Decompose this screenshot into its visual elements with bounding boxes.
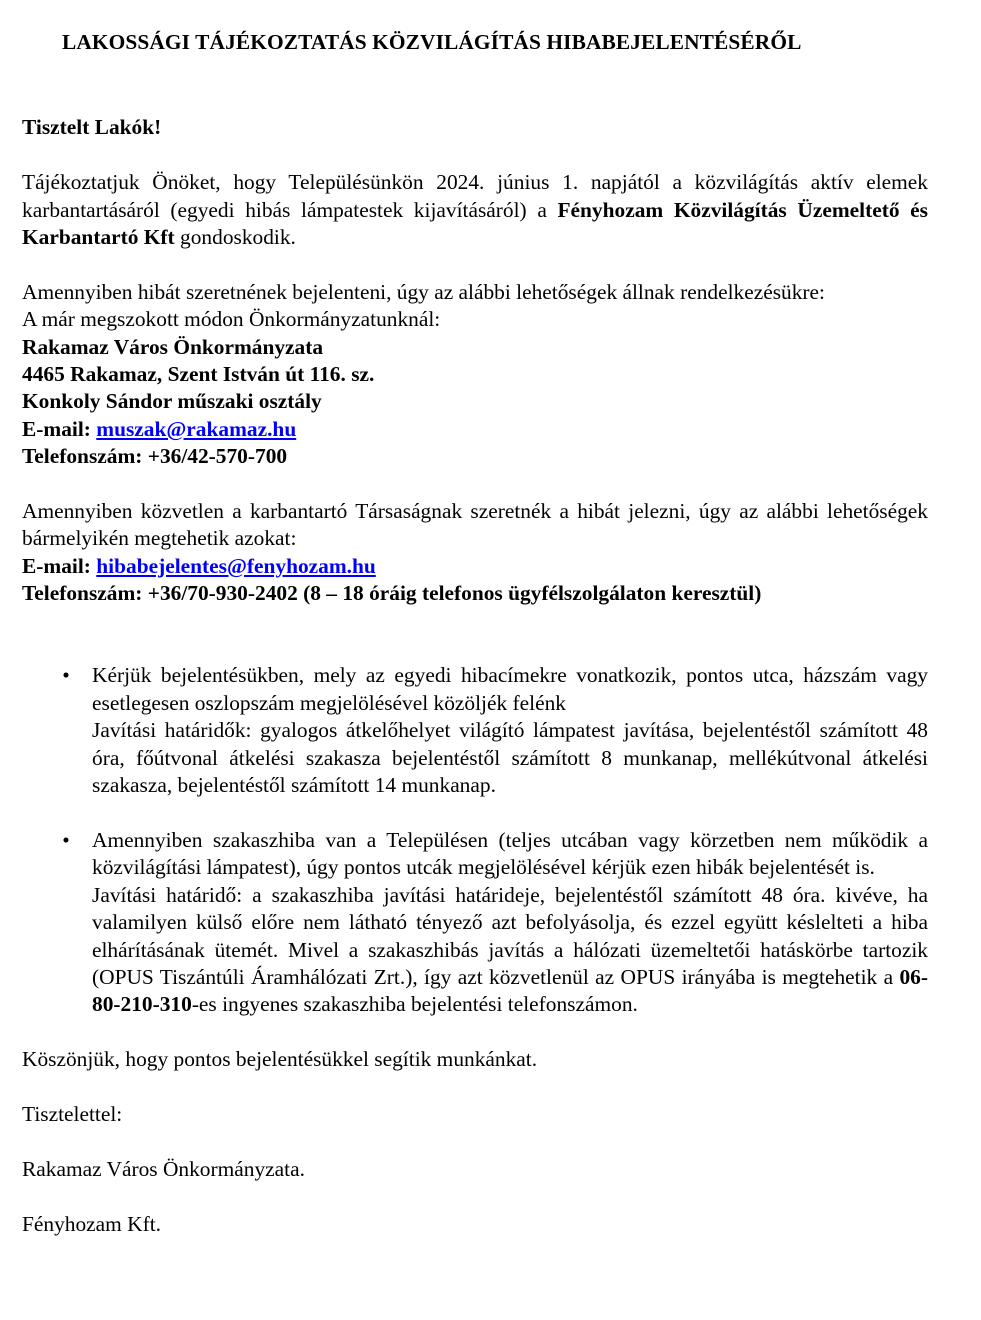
company-contact-intro: Amennyiben közvetlen a karbantartó Társaságnak szeretnék a hibát jelezni, úgy az alábbi lehetőségek bármelyikén megtehetik azokat: [22, 499, 928, 551]
document-page [22, 0, 928, 1238]
municipality-name: Rakamaz Város Önkormányzata [22, 334, 324, 359]
spacer [22, 1183, 928, 1210]
greeting: Tisztelt Lakók! [22, 115, 162, 140]
company-email-link[interactable]: hibabejelentes@fenyhozam.hu [96, 553, 376, 578]
intro-paragraph [22, 169, 928, 251]
spacer [22, 1074, 928, 1101]
deadline-suffix: -es ingyenes szakaszhiba bejelentési telefonszámon. [191, 992, 638, 1017]
spacer [22, 471, 928, 498]
municipality-phone: Telefonszám: +36/42-570-700 [22, 444, 288, 469]
instruction-list [22, 662, 928, 1018]
municipality-intro-line-2: A már megszokott módon Önkormányzatunknál: [22, 307, 441, 332]
company-phone: Telefonszám: +36/70-930-2402 (8 – 18 óráig telefonos ügyfélszolgálaton keresztül) [22, 581, 762, 606]
signer-municipality: Rakamaz Város Önkormányzata. [22, 1156, 305, 1181]
signer-company: Fényhozam Kft. [22, 1211, 162, 1236]
list-item-deadline [92, 882, 928, 1019]
municipality-intro-line: Amennyiben hibát szeretnének bejelenteni, úgy az alábbi lehetőségek állnak rendelkezésükre: [22, 279, 825, 304]
list-item-text: Kérjük bejelentésükben, mely az egyedi hibacímekre vonatkozik, pontos utca, házszám vagy esetlegesen oszlopszám megjelölésével közöljék felénk [92, 663, 928, 715]
intro-text: Tájékoztatjuk Önöket, hogy Településünkön 2024. június 1. napjától a közvilágítás aktív elemek karbantartásáról (egyedi hibás lámpatestek kijavításáról) a [22, 170, 928, 222]
municipality-department: Konkoly Sándor műszaki osztály [22, 389, 322, 414]
municipality-email-link[interactable]: muszak@rakamaz.hu [96, 416, 297, 441]
municipality-address: 4465 Rakamaz, Szent István út 116. sz. [22, 362, 375, 387]
spacer [22, 635, 928, 662]
email-label: E-mail: [22, 416, 97, 441]
bullet-icon: • [62, 827, 70, 852]
deadline-text: Javítási határidő: a szakaszhiba javítási határideje, bejelentéstől számított 48 óra. kivéve, ha valamilyen külső előre nem látható tényező azt befolyásolja, és ezzel együtt késlelteti a hiba elhárításának ütemét. Mivel a szakaszhibás javítás a hálózati üzemeltetői hatáskörbe tartozik (OPUS Tiszántúli Áramhálózati Zrt.), így azt közvetlenül az OPUS irányába is megtehetik a [92, 882, 928, 989]
closing-regards: Tisztelettel: [22, 1101, 123, 1126]
company-email-line [22, 553, 928, 580]
spacer [22, 1128, 928, 1155]
spacer [22, 142, 928, 169]
list-item-deadline: Javítási határidők: gyalogos átkelőhelyet világító lámpatest javítása, bejelentéstől számított 48 óra, főútvonal átkelési szakasza bejelentéstől számított 8 munkanap, mellékútvonal átkelési szakasza, bejelentéstől számított 14 munkanap. [92, 718, 928, 798]
page-title: LAKOSSÁGI TÁJÉKOZTATÁS KÖZVILÁGÍTÁS HIBABEJELENTÉSÉRŐL [62, 30, 802, 54]
spacer [22, 799, 928, 826]
list-item-text: Amennyiben szakaszhiba van a Településen (teljes utcában vagy körzetben nem működik a közvilágítási lámpatest), úgy pontos utcák megjelölésével kérjük ezen hibák bejelentését is. [92, 827, 928, 880]
list-item [22, 662, 928, 799]
bullet-icon: • [62, 663, 70, 688]
list-item [22, 827, 928, 1019]
closing-thanks: Köszönjük, hogy pontos bejelentésükkel segítik munkánkat. [22, 1047, 538, 1072]
intro-suffix: gondoskodik. [174, 225, 296, 250]
municipality-email-line [22, 416, 928, 443]
spacer [22, 608, 928, 635]
spacer [22, 1019, 928, 1046]
spacer [22, 251, 928, 278]
opus-phone-number: 06-80-210-310 [92, 964, 928, 1017]
company-name: Fényhozam Közvilágítás Üzemeltető és Karbantartó Kft [22, 197, 928, 250]
email-label: E-mail: [22, 553, 97, 578]
